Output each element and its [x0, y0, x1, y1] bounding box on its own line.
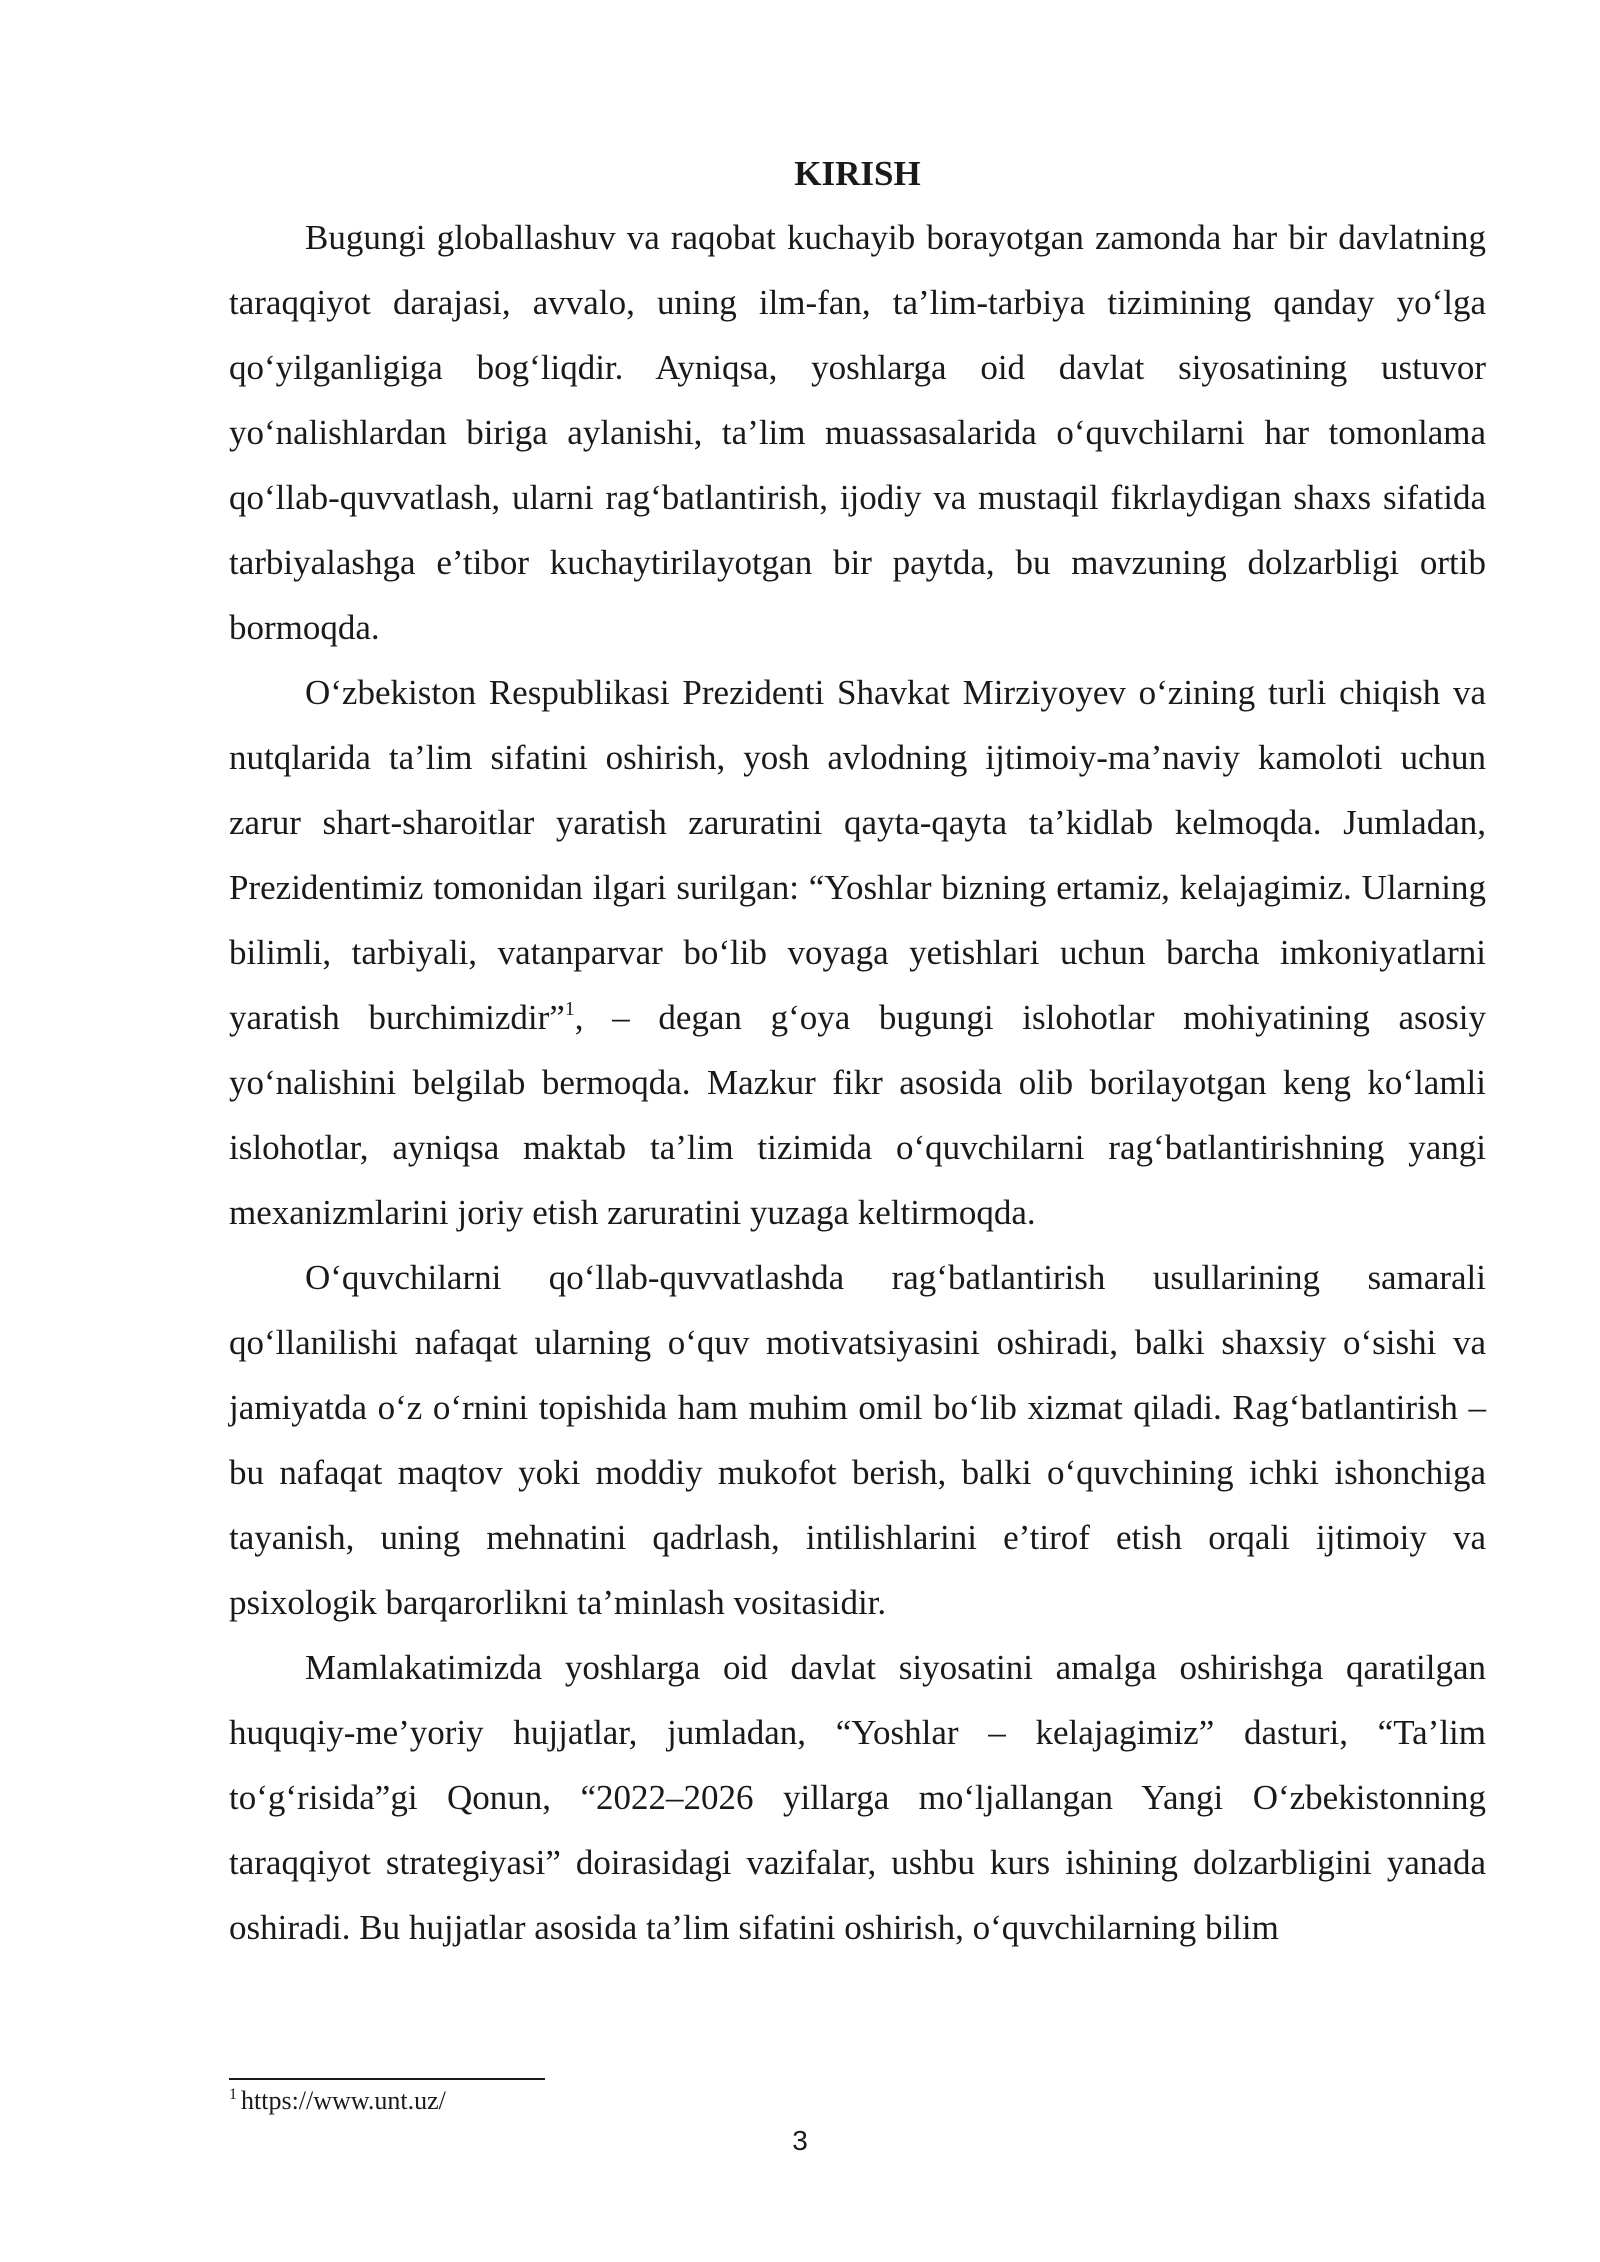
- paragraph-2: [229, 660, 1486, 1245]
- paragraph-3: O‘quvchilarni qo‘llab-quvvatlashda rag‘batlantirish usullarining samarali qo‘llanilishi nafaqat ularning o‘quv motivatsiyasini oshiradi, balki shaxsiy o‘sishi va jamiyatda o‘z o‘rnini topishida ham muhim omil bo‘lib xizmat qiladi. Rag‘batlantirish – bu nafaqat maqtov yoki moddiy mukofot berish, balki o‘quvchining ichki ishonchiga tayanish, uning mehnatini qadrlash, intilishlarini e’tirof etish orqali ijtimoiy va psixologik barqarorlikni ta’minlash vositasidir.: [229, 1258, 1486, 1622]
- page-body: [229, 148, 1486, 1960]
- footnote-link: https://www.unt.uz/: [241, 2086, 446, 2115]
- section-title: KIRISH: [794, 154, 921, 193]
- footnote-separator: [229, 2078, 545, 2080]
- paragraph-1: Bugungi globallashuv va raqobat kuchayib borayotgan zamonda har bir davlatning taraqqiyot darajasi, avvalo, uning ilm-fan, ta’lim-tarbiya tizimining qanday yo‘lga qo‘yilganligiga bog‘liqdir. Ayniqsa, yoshlarga oid davlat siyosatining ustuvor yo‘nalishlardan biriga aylanishi, ta’lim muassasalarida o‘quvchilarni har tomonlama qo‘llab-quvvatlash, ularni rag‘batlantirish, ijodiy va mustaqil fikrlaydigan shaxs sifatida tarbiyalashga e’tibor kuchaytirilayotgan bir paytda, bu mavzuning dolzarbligi ortib bormoqda.: [229, 218, 1486, 647]
- footnote-reference: 1: [564, 998, 575, 1020]
- paragraph-2-text-continued: , – degan g‘oya bugungi islohotlar mohiyatining asosiy yo‘nalishini belgilab bermoqda. Mazkur fikr asosida olib borilayotgan keng ko‘lamli islohotlar, ayniqsa maktab ta’lim tizimida o‘quvchilarni rag‘batlantirishning yangi mexanizmlarini joriy etish zaruratini yuzaga keltirmoqda.: [229, 998, 1486, 1232]
- page-number: 3: [792, 2125, 808, 2156]
- paragraph-4: Mamlakatimizda yoshlarga oid davlat siyosatini amalga oshirishga qaratilgan huquqiy-me’yoriy hujjatlar, jumladan, “Yoshlar – kelajagimiz” dasturi, “Ta’lim to‘g‘risida”gi Qonun, “2022–2026 yillarga mo‘ljallangan Yangi O‘zbekistonning taraqqiyot strategiyasi” doirasidagi vazifalar, ushbu kurs ishining dolzarbligini yanada oshiradi. Bu hujjatlar asosida ta’lim sifatini oshirish, o‘quvchilarning bilim: [229, 1648, 1486, 1947]
- footnote-number: 1: [229, 2086, 237, 2103]
- paragraph-2-text: O‘zbekiston Respublikasi Prezidenti Shavkat Mirziyoyev o‘zining turli chiqish va nutqlarida ta’lim sifatini oshirish, yosh avlodning ijtimoiy-ma’naviy kamoloti uchun zarur shart-sharoitlar yaratish zaruratini qayta-qayta ta’kidlab kelmoqda. Jumladan, Prezidentimiz tomonidan ilgari surilgan: “Yoshlar bizning ertamiz, kelajagimiz. Ularning bilimli, tarbiyali, vatanparvar bo‘lib voyaga yetishlari uchun barcha imkoniyatlarni yaratish burchimizdir”: [229, 673, 1486, 1037]
- footnote: [229, 2085, 446, 2117]
